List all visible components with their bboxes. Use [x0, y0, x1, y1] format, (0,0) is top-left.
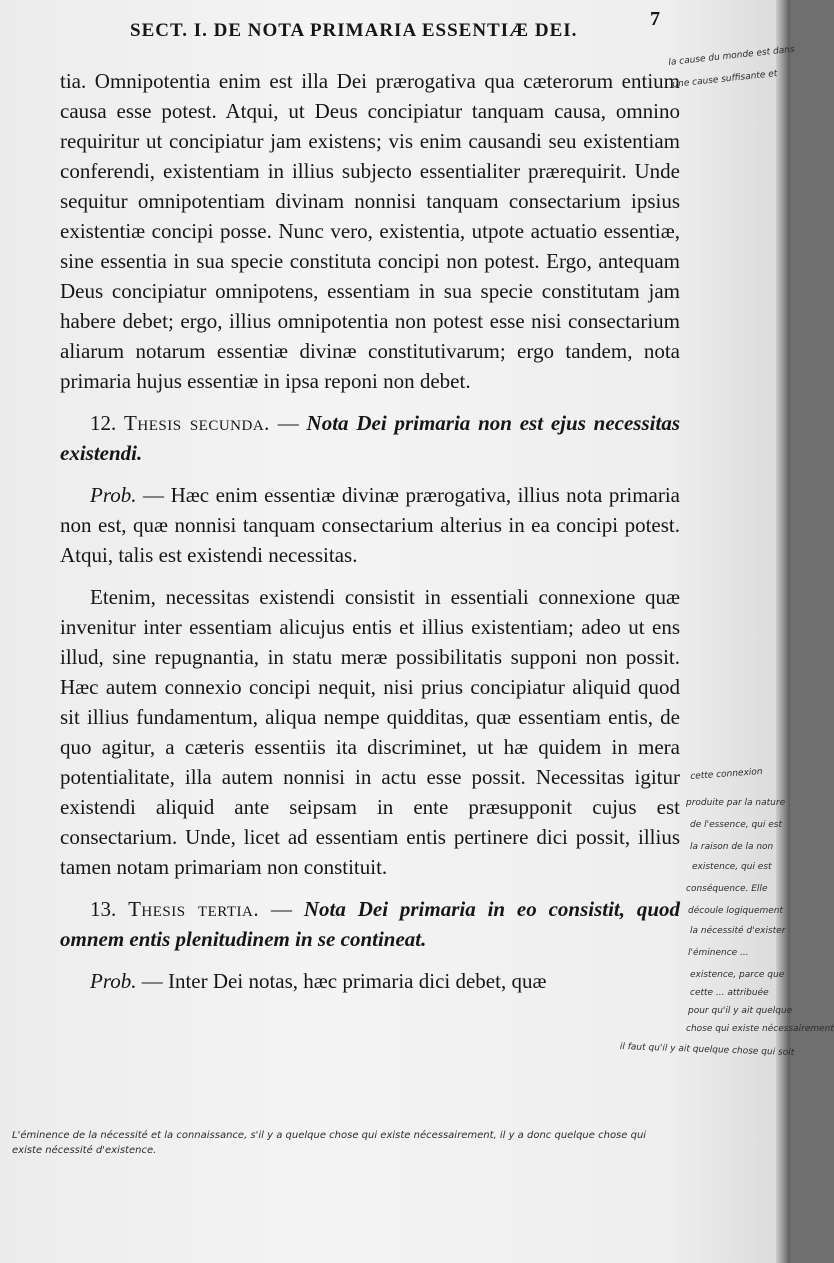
handwritten-note: de l'essence, qui est	[690, 820, 782, 830]
handwritten-note: produite par la nature	[686, 798, 786, 808]
prob-label: Prob.	[90, 483, 137, 507]
running-header: SECT. I. DE NOTA PRIMARIA ESSENTIÆ DEI.	[130, 20, 578, 41]
thesis-number: 13.	[90, 897, 117, 921]
paragraph-omnipotentia: tia. Omnipotentia enim est illa Dei prærogativa qua cæterorum entium causa esse potest. Atqui, ut Deus concipiatur tanquam causa, omnino requiritur ut concipiatur jam existens; vis enim causandi seu existentiam conferendi, existentiam in illius subjecto essentialiter prærequirit. Unde sequitur omnipotentiam divinam nonnisi tanquam consectarium ipsius existentiæ concipi posse. Nunc vero, existentia, utpote actuatio essentiæ, sine essentia in sua specie constituta concipi non potest. Ergo, antequam Deus concipiatur omnipotens, essentiam in sua specie constitutam jam habere debet; ergo, illius omnipotentia non potest esse nisi consectarium aliarum notarum essentiæ divinæ constitutivarum; ergo tandem, nota primaria hujus essentiæ in ipsa reponi non debet.	[60, 69, 680, 393]
handwritten-note: pour qu'il y ait quelque	[688, 1006, 793, 1016]
paragraph-etenim: Etenim, necessitas existendi consistit in essentiali connexione quæ invenitur inter essentiam alicujus entis et illius existentiam; adeo ut ens illud, sine repugnantia, in statu meræ possibilitatis supponi non possit. Hæc autem connexio concipi nequit, nisi prius concipiatur aliquid quod sit illius fundamentum, aliqua nempe quidditas, quæ essentiam entis, de quo agitur, a cæteris essentiis ita discriminet, ut hæ quidem in mera potentialitate, illa autem nonnisi in actu esse possit. Necessitas igitur existendi aliquid ante seipsam in ente præsupponit cujus est consectarium. Unde, licet ad essentiam entis pertinere dici possit, illius tamen notam primariam non constituit.	[60, 585, 680, 879]
thesis-secunda	[60, 408, 680, 468]
handwritten-note: une cause suffisante et	[672, 68, 778, 90]
thesis-statement: Nota Dei primaria non est ejus necessitas existendi.	[60, 411, 680, 465]
thesis-tertia	[60, 894, 680, 954]
handwritten-note: chose qui existe nécessairement	[686, 1024, 834, 1034]
handwritten-note: la nécessité d'exister	[690, 926, 786, 936]
thesis-dash: —	[277, 411, 299, 435]
handwritten-note: découle logiquement	[688, 906, 784, 916]
handwritten-footnote	[12, 1128, 792, 1158]
handwritten-note: la cause du monde est dans	[668, 44, 796, 68]
prob-text: — Hæc enim essentiæ divinæ prærogativa, illius nota primaria non est, quæ nonnisi tanquam consectarium alterius in ea concipi potest. Atqui, talis est existendi necessitas.	[60, 483, 681, 567]
handwritten-line: existe nécessité d'existence.	[12, 1145, 157, 1156]
handwritten-note: conséquence. Elle	[686, 884, 768, 894]
probatio-secunda	[60, 480, 680, 570]
handwritten-note: existence, qui est	[692, 862, 772, 872]
prob-text: — Inter Dei notas, hæc primaria dici debet, quæ	[141, 969, 547, 993]
handwritten-note: existence, parce que	[690, 970, 785, 980]
prob-label: Prob.	[90, 969, 137, 993]
handwritten-note: la raison de la non	[690, 842, 774, 852]
handwritten-line: L'éminence de la nécessité et la connaissance, s'il y a quelque chose qui existe nécessairement, il y a donc quelque chose qui	[12, 1130, 647, 1141]
thesis-heading: Thesis secunda.	[124, 411, 270, 435]
thesis-dash: —	[271, 897, 292, 921]
thesis-number: 12.	[90, 411, 117, 435]
main-text	[60, 66, 680, 996]
book-spine-shadow	[776, 0, 790, 1263]
handwritten-note: il faut qu'il y ait quelque chose qui soit	[619, 1042, 795, 1059]
page-number: 7	[650, 8, 660, 30]
handwritten-note: cette ... attribuée	[690, 988, 769, 998]
thesis-statement: Nota Dei primaria in eo consistit, quod omnem entis plenitudinem in se contineat.	[60, 897, 681, 951]
handwritten-note: cette connexion	[690, 766, 763, 782]
probatio-tertia	[60, 966, 680, 996]
handwritten-note: l'éminence ...	[688, 948, 749, 958]
thesis-heading: Thesis tertia.	[128, 897, 260, 921]
